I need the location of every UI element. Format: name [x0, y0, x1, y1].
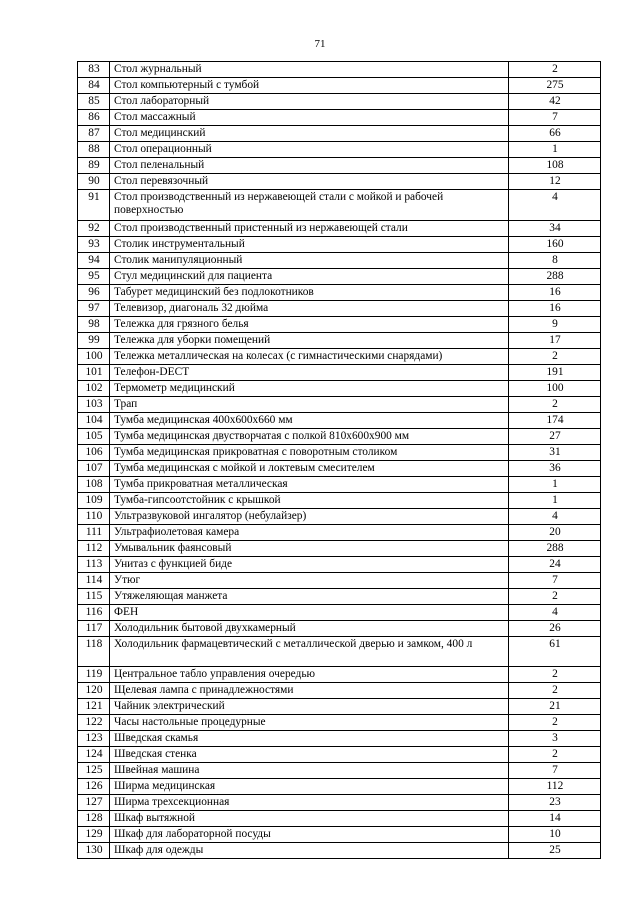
table-row — [78, 62, 601, 78]
row-number-cell: 120 — [78, 683, 110, 699]
item-quantity-cell: 66 — [509, 126, 601, 142]
item-quantity-cell: 2 — [509, 715, 601, 731]
item-name-cell: Ультразвуковой ингалятор (небулайзер) — [110, 508, 509, 524]
item-quantity-cell: 4 — [509, 190, 601, 221]
table-row — [78, 795, 601, 811]
table-row — [78, 412, 601, 428]
item-quantity-cell: 7 — [509, 110, 601, 126]
table-row — [78, 300, 601, 316]
table-row — [78, 396, 601, 412]
inventory-table — [77, 61, 601, 859]
item-quantity-cell: 1 — [509, 492, 601, 508]
row-number-cell: 91 — [78, 190, 110, 221]
item-name-cell: Телевизор, диагональ 32 дюйма — [110, 300, 509, 316]
item-name-cell: Утюг — [110, 572, 509, 588]
item-name-cell: Стол производственный пристенный из нержавеющей стали — [110, 220, 509, 236]
item-name-cell: Шведская скамья — [110, 731, 509, 747]
item-quantity-cell: 174 — [509, 412, 601, 428]
table-row — [78, 348, 601, 364]
row-number-cell: 117 — [78, 620, 110, 636]
item-quantity-cell: 4 — [509, 604, 601, 620]
row-number-cell: 118 — [78, 636, 110, 667]
row-number-cell: 112 — [78, 540, 110, 556]
item-name-cell: Термометр медицинский — [110, 380, 509, 396]
row-number-cell: 108 — [78, 476, 110, 492]
row-number-cell: 98 — [78, 316, 110, 332]
item-name-cell: Стол лабораторный — [110, 94, 509, 110]
table-row — [78, 110, 601, 126]
row-number-cell: 119 — [78, 667, 110, 683]
table-row — [78, 174, 601, 190]
row-number-cell: 122 — [78, 715, 110, 731]
table-row — [78, 284, 601, 300]
item-name-cell: Стол массажный — [110, 110, 509, 126]
item-name-cell: Часы настольные процедурные — [110, 715, 509, 731]
item-quantity-cell: 2 — [509, 588, 601, 604]
item-quantity-cell: 288 — [509, 268, 601, 284]
table-row — [78, 827, 601, 843]
item-quantity-cell: 42 — [509, 94, 601, 110]
row-number-cell: 128 — [78, 811, 110, 827]
row-number-cell: 95 — [78, 268, 110, 284]
table-row — [78, 843, 601, 859]
item-quantity-cell: 9 — [509, 316, 601, 332]
item-quantity-cell: 10 — [509, 827, 601, 843]
item-name-cell: Тележка металлическая на колесах (с гимнастическими снарядами) — [110, 348, 509, 364]
row-number-cell: 84 — [78, 78, 110, 94]
table-row — [78, 747, 601, 763]
item-quantity-cell: 36 — [509, 460, 601, 476]
row-number-cell: 97 — [78, 300, 110, 316]
row-number-cell: 127 — [78, 795, 110, 811]
row-number-cell: 89 — [78, 158, 110, 174]
item-quantity-cell: 3 — [509, 731, 601, 747]
item-quantity-cell: 17 — [509, 332, 601, 348]
table-row — [78, 428, 601, 444]
item-name-cell: Холодильник бытовой двухкамерный — [110, 620, 509, 636]
item-quantity-cell: 27 — [509, 428, 601, 444]
table-row — [78, 715, 601, 731]
table-row — [78, 524, 601, 540]
item-name-cell: Стул медицинский для пациента — [110, 268, 509, 284]
row-number-cell: 106 — [78, 444, 110, 460]
table-row — [78, 604, 601, 620]
row-number-cell: 93 — [78, 236, 110, 252]
item-quantity-cell: 2 — [509, 348, 601, 364]
item-quantity-cell: 4 — [509, 508, 601, 524]
item-quantity-cell: 2 — [509, 747, 601, 763]
item-name-cell: Столик инструментальный — [110, 236, 509, 252]
table-row — [78, 252, 601, 268]
item-quantity-cell: 2 — [509, 667, 601, 683]
table-row — [78, 142, 601, 158]
item-name-cell: Ширма трехсекционная — [110, 795, 509, 811]
item-name-cell: Ультрафиолетовая камера — [110, 524, 509, 540]
item-quantity-cell: 160 — [509, 236, 601, 252]
table-row — [78, 811, 601, 827]
item-quantity-cell: 1 — [509, 476, 601, 492]
row-number-cell: 109 — [78, 492, 110, 508]
item-quantity-cell: 26 — [509, 620, 601, 636]
row-number-cell: 129 — [78, 827, 110, 843]
item-quantity-cell: 31 — [509, 444, 601, 460]
item-quantity-cell: 12 — [509, 174, 601, 190]
item-name-cell: Столик манипуляционный — [110, 252, 509, 268]
item-name-cell: Табурет медицинский без подлокотников — [110, 284, 509, 300]
row-number-cell: 87 — [78, 126, 110, 142]
item-name-cell: Стол операционный — [110, 142, 509, 158]
table-row — [78, 460, 601, 476]
item-quantity-cell: 108 — [509, 158, 601, 174]
row-number-cell: 113 — [78, 556, 110, 572]
table-row — [78, 572, 601, 588]
item-name-cell: Ширма медицинская — [110, 779, 509, 795]
row-number-cell: 102 — [78, 380, 110, 396]
item-name-cell: Стол перевязочный — [110, 174, 509, 190]
item-quantity-cell: 23 — [509, 795, 601, 811]
item-name-cell: Тумба-гипсоотстойник с крышкой — [110, 492, 509, 508]
row-number-cell: 99 — [78, 332, 110, 348]
row-number-cell: 104 — [78, 412, 110, 428]
row-number-cell: 94 — [78, 252, 110, 268]
item-quantity-cell: 21 — [509, 699, 601, 715]
item-name-cell: Стол журнальный — [110, 62, 509, 78]
item-quantity-cell: 100 — [509, 380, 601, 396]
inventory-table-body — [78, 62, 601, 859]
item-quantity-cell: 16 — [509, 284, 601, 300]
table-row — [78, 620, 601, 636]
row-number-cell: 130 — [78, 843, 110, 859]
table-row — [78, 731, 601, 747]
row-number-cell: 83 — [78, 62, 110, 78]
table-row — [78, 316, 601, 332]
item-quantity-cell: 24 — [509, 556, 601, 572]
item-name-cell: Умывальник фаянсовый — [110, 540, 509, 556]
row-number-cell: 107 — [78, 460, 110, 476]
table-row — [78, 699, 601, 715]
row-number-cell: 96 — [78, 284, 110, 300]
table-row — [78, 364, 601, 380]
item-name-cell: Щелевая лампа с принадлежностями — [110, 683, 509, 699]
table-row — [78, 236, 601, 252]
row-number-cell: 88 — [78, 142, 110, 158]
item-quantity-cell: 25 — [509, 843, 601, 859]
item-name-cell: Центральное табло управления очередью — [110, 667, 509, 683]
row-number-cell: 114 — [78, 572, 110, 588]
table-row — [78, 667, 601, 683]
table-row — [78, 763, 601, 779]
table-row — [78, 683, 601, 699]
item-name-cell: Тумба медицинская с мойкой и локтевым смесителем — [110, 460, 509, 476]
table-row — [78, 380, 601, 396]
row-number-cell: 92 — [78, 220, 110, 236]
item-quantity-cell: 8 — [509, 252, 601, 268]
item-name-cell: Шкаф вытяжной — [110, 811, 509, 827]
item-name-cell: Стол компьютерный с тумбой — [110, 78, 509, 94]
item-quantity-cell: 61 — [509, 636, 601, 667]
item-name-cell: Трап — [110, 396, 509, 412]
item-quantity-cell: 288 — [509, 540, 601, 556]
row-number-cell: 86 — [78, 110, 110, 126]
item-quantity-cell: 14 — [509, 811, 601, 827]
row-number-cell: 125 — [78, 763, 110, 779]
table-row — [78, 508, 601, 524]
table-row — [78, 636, 601, 667]
item-quantity-cell: 7 — [509, 763, 601, 779]
item-name-cell: ФЕН — [110, 604, 509, 620]
table-row — [78, 540, 601, 556]
table-row — [78, 126, 601, 142]
row-number-cell: 85 — [78, 94, 110, 110]
row-number-cell: 115 — [78, 588, 110, 604]
item-name-cell: Стол производственный из нержавеющей стали с мойкой и рабочей поверхностью — [110, 190, 509, 221]
row-number-cell: 123 — [78, 731, 110, 747]
item-name-cell: Шкаф для одежды — [110, 843, 509, 859]
item-quantity-cell: 1 — [509, 142, 601, 158]
row-number-cell: 126 — [78, 779, 110, 795]
item-name-cell: Швейная машина — [110, 763, 509, 779]
item-name-cell: Холодильник фармацевтический с металлической дверью и замком, 400 л — [110, 636, 509, 667]
table-row — [78, 332, 601, 348]
item-name-cell: Шведская стенка — [110, 747, 509, 763]
item-name-cell: Стол пеленальный — [110, 158, 509, 174]
table-row — [78, 94, 601, 110]
table-row — [78, 556, 601, 572]
item-quantity-cell: 2 — [509, 683, 601, 699]
item-name-cell: Стол медицинский — [110, 126, 509, 142]
row-number-cell: 121 — [78, 699, 110, 715]
item-name-cell: Утяжеляющая манжета — [110, 588, 509, 604]
item-quantity-cell: 20 — [509, 524, 601, 540]
table-row — [78, 779, 601, 795]
row-number-cell: 124 — [78, 747, 110, 763]
item-name-cell: Тележка для уборки помещений — [110, 332, 509, 348]
table-row — [78, 588, 601, 604]
item-quantity-cell: 34 — [509, 220, 601, 236]
row-number-cell: 90 — [78, 174, 110, 190]
item-name-cell: Унитаз с функцией биде — [110, 556, 509, 572]
row-number-cell: 110 — [78, 508, 110, 524]
item-name-cell: Чайник электрический — [110, 699, 509, 715]
table-row — [78, 492, 601, 508]
item-name-cell: Телефон-DECT — [110, 364, 509, 380]
item-name-cell: Шкаф для лабораторной посуды — [110, 827, 509, 843]
table-row — [78, 476, 601, 492]
item-quantity-cell: 7 — [509, 572, 601, 588]
table-row — [78, 78, 601, 94]
row-number-cell: 101 — [78, 364, 110, 380]
row-number-cell: 111 — [78, 524, 110, 540]
item-quantity-cell: 112 — [509, 779, 601, 795]
table-row — [78, 190, 601, 221]
item-quantity-cell: 16 — [509, 300, 601, 316]
item-name-cell: Тумба медицинская 400х600х660 мм — [110, 412, 509, 428]
table-row — [78, 220, 601, 236]
item-quantity-cell: 2 — [509, 396, 601, 412]
item-quantity-cell: 2 — [509, 62, 601, 78]
table-row — [78, 158, 601, 174]
item-name-cell: Тумба медицинская прикроватная с поворотным столиком — [110, 444, 509, 460]
item-quantity-cell: 275 — [509, 78, 601, 94]
item-name-cell: Тумба прикроватная металлическая — [110, 476, 509, 492]
row-number-cell: 103 — [78, 396, 110, 412]
row-number-cell: 105 — [78, 428, 110, 444]
row-number-cell: 116 — [78, 604, 110, 620]
item-quantity-cell: 191 — [509, 364, 601, 380]
row-number-cell: 100 — [78, 348, 110, 364]
table-row — [78, 444, 601, 460]
item-name-cell: Тележка для грязного белья — [110, 316, 509, 332]
page-number: 71 — [314, 38, 326, 50]
table-row — [78, 268, 601, 284]
item-name-cell: Тумба медицинская двустворчатая с полкой 810х600х900 мм — [110, 428, 509, 444]
